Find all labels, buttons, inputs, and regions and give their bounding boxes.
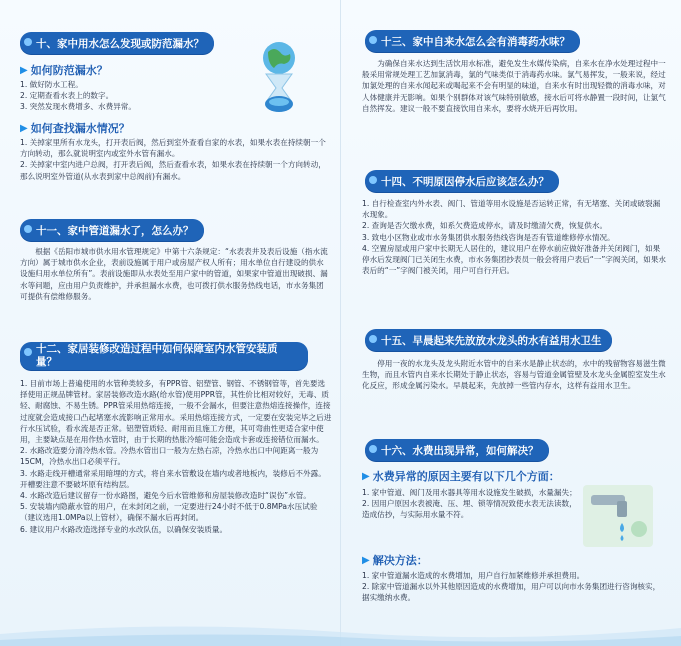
- sub-heading-reasons: 水费异常的原因主要有以下几个方面：: [372, 470, 560, 483]
- bottom-wave-decoration: [0, 616, 681, 646]
- list-item: 4. 空置房屋或用户家中长期无人居住的，建议用户在停水前应做好准备并关闭阀门，如果停水后发现阀门已关闭生水费，市水务集团抄表员一般会将用户表后“一”字阀关闭，如果水表后的“一”字阀门被关闭，用户可自行开启。: [362, 243, 667, 276]
- sub-heading-prevent: 如何防范漏水？: [30, 64, 108, 77]
- list-item: 3. 致电小区物业或市水务集团供水服务热线咨询是否有管道维修停水情况。: [362, 232, 615, 242]
- list-item: 2. 水路改造要分清冷热水管。冷热水管出口一般为左热右凉，冷热水出口中间距离一般为15CM，冷热水出口必须平行。: [20, 446, 319, 467]
- list-item: 1. 做好防水工程。: [20, 80, 83, 89]
- section-10-title: 十、家中用水怎么发现或防范漏水？: [36, 37, 204, 50]
- list-item: 3. 水路走线开槽通常采用暗埋的方式，将自来水管敷设在墙内或者地板内，装修后不外露。开槽要注意不要破坏原有结构层。: [20, 468, 326, 489]
- section-13-heading: [365, 30, 580, 52]
- section-13-title: 十三、家中自来水怎么会有消毒药水味？: [381, 35, 570, 48]
- section-15-heading: [365, 329, 612, 351]
- section-15-title: 十五、早晨起来先放放水龙头的水有益用水卫生: [381, 334, 602, 347]
- list-item: 2. 定期查看水表上的数字。: [20, 91, 114, 101]
- section-15-body: [362, 358, 667, 392]
- section-10-sub-find: [20, 120, 130, 136]
- list-item: 6. 建议用户水路改造选择专业的水改队伍，以确保安装质量。: [20, 524, 228, 534]
- list-item: 2. 查询是否欠缴水费，如系欠费造成停水，请及时缴清欠费，恢复供水。: [362, 221, 608, 231]
- paragraph: 根据《岳阳市城市供水用水管理规定》中第十六条规定：“水表表井及表后设施（指水流方向）属于城市供水企业，表前设施属于用户或房屋产权人所有；用水单位自行建设的供水设施归用水单位所有”。表前设施即从水表处至用户家中的管道，如果家中管道出现破损、漏水等问题，应由用户负责维护，并承担漏水水费，也可拨打供水服务热线电话，市水务集团可提供有偿维修服务。: [20, 247, 328, 301]
- column-divider: [340, 0, 341, 646]
- section-16-sub-reasons: [362, 468, 560, 484]
- section-11-title: 十一、家中管道漏水了，怎么办？: [36, 224, 194, 237]
- section-14-title: 十四、不明原因停水后应该怎么办？: [381, 175, 549, 188]
- triangle-bullet-icon: ▶: [20, 64, 28, 76]
- list-item: 2. 因用户原因水表被淹、压、埋、锁等情况致使水表无法读数，造成估抄，与实际用水量不符。: [362, 499, 577, 520]
- sub-heading-find: 如何查找漏水情况？: [30, 122, 130, 135]
- section-12-heading: [20, 342, 308, 370]
- reasons-list: [362, 487, 584, 521]
- section-12-list: [20, 378, 332, 535]
- paragraph: 停用一夜的水龙头及龙头附近水管中的自来水是静止状态的，水中的残留物容易滋生微生物，而且水管内自来水长期处于静止状态，容易与管道金属管壁及水龙头金属腔室发生水化反应，形成金属污染水。早晨起来，先放掉一些管内存水，这样有益用水卫生。: [362, 359, 666, 391]
- section-11-heading: [20, 219, 204, 241]
- prevent-list: [20, 79, 245, 113]
- dripping-faucet-icon: [583, 485, 653, 547]
- list-item: 1. 家中管道、阀门及用水器具等用水设施发生破损，水量漏失；: [362, 488, 577, 497]
- section-16-heading: [365, 439, 549, 461]
- section-13-body: [362, 58, 667, 114]
- list-item: 1. 目前市场上普遍使用的水管种类较多，有PPR管、铝塑管、钢管、不锈钢管等，首先要选择使用正规品牌管材。家居装修改造水路(给水管)使用PPR管，其性价比相对较好，无毒、质轻、耐腐蚀、不易生锈。PPR管采用热熔连接，一般不会漏水，但要注意热熔连接操作，连接过度就会造成接口凸起堵塞水流影响正常用水。采用热熔连接方式，一定要在安装完毕之后进行水压试验，看水流是否正常。铝塑管质轻、耐用而且施工方便，其可弯曲性更适合家中使用，主要缺点是在用作热水管时，由于长期的热胀冷缩可能会造成卡套或连接错位而漏水。: [20, 379, 332, 445]
- section-12-title: 十二、家居装修改造过程中如何保障室内水管安装质量？: [36, 343, 278, 368]
- list-item: 3. 突然发现水费增多、水费异常。: [20, 102, 136, 112]
- section-10-sub-prevent: [20, 62, 108, 78]
- section-14-list: [362, 198, 667, 276]
- section-10-heading: [20, 32, 214, 54]
- section-11-body: [20, 246, 330, 302]
- paragraph: 为确保自来水达到生活饮用水标准，避免发生水媒传染病，自来水在净水处理过程中一般采用常规处理工艺加氯消毒，氯的气味类似于消毒药水味。氯气易挥发，一般来说，经过加氯处理的自来水闻起来或喝起来不会有明显的味道，自来水有时出现轻微的消毒水味，对人体健康并无影响。如果个别群体对该气味特别敏感，接水后可将水静置一段时间，让氯气自然挥发。建议一般不要直接饮用自来水，要将水烧开后再饮用。: [362, 59, 666, 113]
- triangle-bullet-icon: ▶: [362, 554, 370, 566]
- list-item: 2. 关掉家中室内进户总阀，打开表后阀，然后查看水表，如果水表在持续朝一个方向转动，那么说明室外管道(从水表到家中总阀前)有漏水。: [20, 160, 326, 181]
- list-item: 2. 除家中管道漏水以外其他原因造成的水费增加，用户可以向市水务集团进行咨询核实，据实缴纳水费。: [362, 582, 661, 603]
- water-globe-hourglass-icon: [248, 40, 310, 116]
- list-item: 1. 家中管道漏水造成的水费增加，用户自行加紧维修并承担费用。: [362, 571, 585, 580]
- find-leak-list: [20, 137, 330, 182]
- triangle-bullet-icon: ▶: [20, 122, 28, 134]
- list-item: 1. 自行检查室内外水表、阀门、管道等用水设施是否运转正常，有无堵塞、关闭或破裂漏水现象。: [362, 199, 661, 220]
- list-item: 4. 水路改造后建议留存一份水路图，避免今后水管维修和房屋装修改造时“误伤”水管。: [20, 491, 311, 501]
- list-item: 1. 关掉家里所有水龙头，打开表后阀，然后到室外查看自家的水表，如果水表在持续朝一个方向转动，那么就说明室内或室外水管有漏水。: [20, 138, 326, 159]
- section-14-heading: [365, 170, 559, 192]
- triangle-bullet-icon: ▶: [362, 470, 370, 482]
- section-16-title: 十六、水费出现异常，如何解决？: [381, 444, 539, 457]
- solutions-list: [362, 570, 667, 604]
- sub-heading-solutions: 解决方法：: [372, 554, 428, 567]
- section-16-sub-solutions: [362, 552, 428, 568]
- list-item: 5. 安装墙内隐蔽水管的用户，在未封闭之前，一定要进行24小时不低于0.8MPa水压试验（建议选用1.0MPa以上管材），确保不漏水后再封闭。: [20, 502, 318, 523]
